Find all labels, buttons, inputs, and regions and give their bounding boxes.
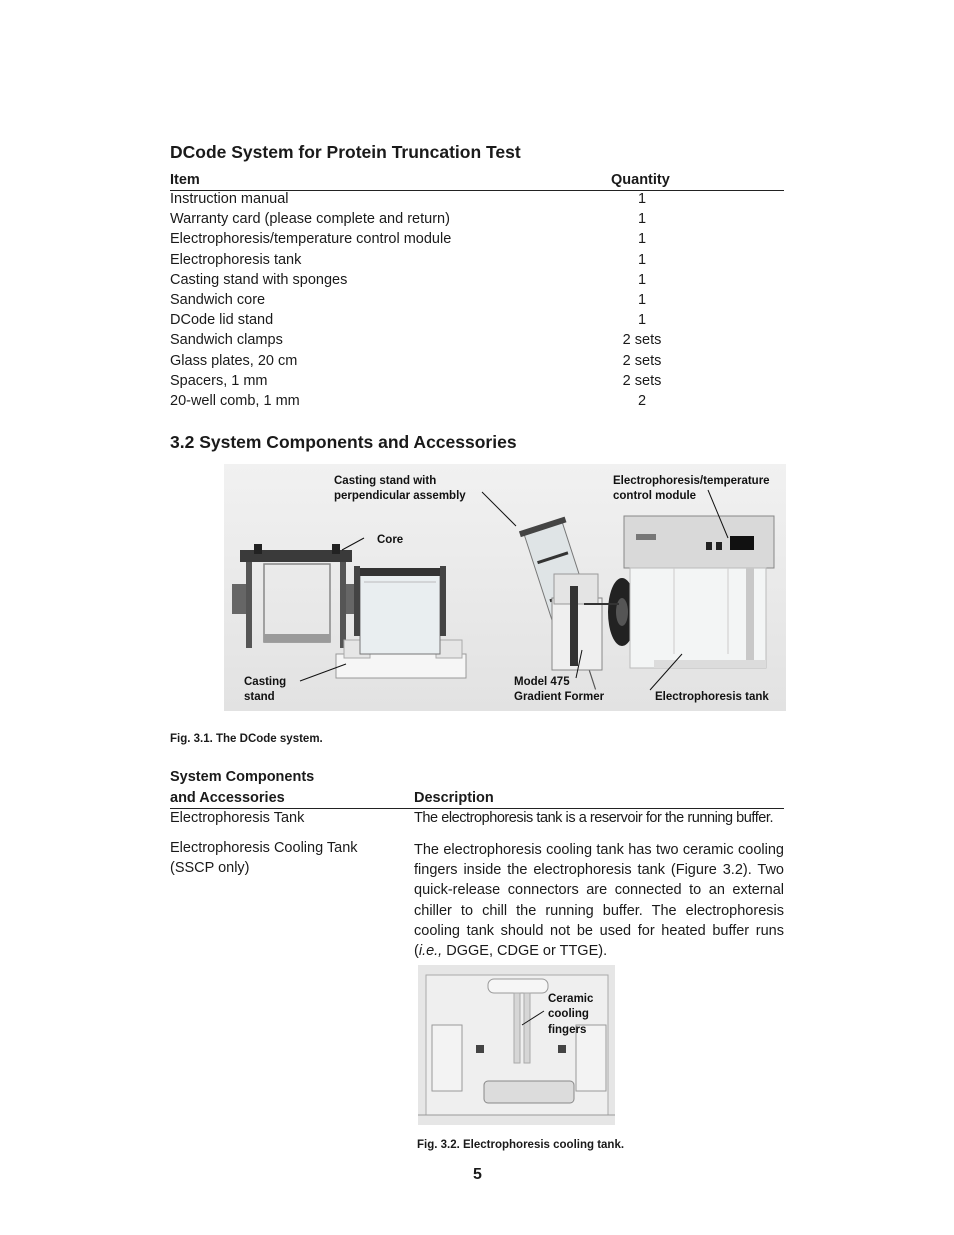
label-casting-stand-assembly-1: Casting stand with [334, 475, 437, 487]
table-row-item: Instruction manual [170, 191, 289, 207]
desc-italic: i.e., [418, 943, 443, 960]
label-control-module-2: control module [613, 490, 697, 502]
column-header-item: Item [170, 172, 200, 188]
desc-suffix: DGGE, CDGE or TTGE). [442, 943, 608, 960]
desc-line-last [414, 941, 784, 961]
component-name-cooling-tank-2: (SSCP only) [170, 860, 250, 876]
dcode-system-illustration [224, 464, 786, 711]
section-title-protein-truncation: DCode System for Protein Truncation Test [170, 142, 521, 162]
table-row-quantity: 1 [637, 271, 647, 288]
component-name-cooling-tank-1: Electrophoresis Cooling Tank [170, 840, 358, 856]
figure-dcode-system [224, 464, 786, 711]
table-row-item: Warranty card (please complete and return) [170, 211, 450, 228]
column-header-description: Description [414, 790, 494, 806]
control-module-illustration [624, 516, 774, 668]
table-row-quantity: 2 sets [622, 372, 662, 389]
table-row-item: Spacers, 1 mm [170, 372, 268, 389]
table-row-item: 20-well comb, 1 mm [170, 393, 300, 409]
component-desc-cooling-tank [414, 840, 784, 961]
table-row-quantity: 1 [637, 231, 647, 248]
table-row-item: Sandwich core [170, 292, 266, 308]
desc-line: The electrophoresis cooling tank has two ceramic cooling [414, 842, 784, 858]
desc-line: cooling tank should not be used for heated buffer runs [414, 922, 784, 939]
figure-cooling-tank [418, 965, 615, 1125]
table-row-quantity: 1 [637, 251, 647, 268]
figure-caption-dcode: Fig. 3.1. The DCode system. [170, 733, 323, 745]
label-fingers: fingers [548, 1024, 587, 1036]
table-row-quantity: 2 [637, 393, 647, 409]
section-title-components: 3.2 System Components and Accessories [170, 432, 517, 452]
table-row-quantity: 2 sets [622, 332, 662, 349]
table-row-item: Electrophoresis tank [170, 251, 302, 268]
column-header-components-1: System Components [170, 769, 315, 785]
component-name-tank: Electrophoresis Tank [170, 810, 305, 826]
label-casting-stand-2: stand [244, 691, 275, 703]
label-ceramic: Ceramic [548, 993, 594, 1005]
label-gradient-former-2: Gradient Former [514, 691, 605, 703]
table-row-quantity: 1 [637, 292, 647, 308]
cooling-tank-illustration [418, 965, 615, 1125]
table-row-quantity: 1 [637, 312, 647, 329]
table-row-item: Casting stand with sponges [170, 271, 348, 288]
desc-line: chiller to chill the running buffer. The electrophoresis [414, 902, 784, 919]
label-cooling: cooling [548, 1008, 589, 1020]
table-row-item: DCode lid stand [170, 312, 274, 329]
label-electrophoresis-tank: Electrophoresis tank [655, 691, 769, 703]
desc-line: quick-release connectors are connected to an external [414, 882, 784, 899]
label-gradient-former-1: Model 475 [514, 676, 570, 688]
label-control-module-1: Electrophoresis/temperature [613, 475, 770, 487]
label-core: Core [377, 534, 404, 546]
table-row-item: Glass plates, 20 cm [170, 352, 298, 369]
figure-caption-cooling-tank: Fig. 3.2. Electrophoresis cooling tank. [417, 1139, 625, 1151]
components-header-rule [170, 808, 784, 809]
table-row-item: Sandwich clamps [170, 332, 283, 349]
table-row-item: Electrophoresis/temperature control module [170, 231, 452, 248]
desc-line: fingers inside the electrophoresis tank (Figure 3.2). Two [414, 862, 784, 879]
label-casting-stand-1: Casting [244, 676, 287, 688]
column-header-components-2: and Accessories [170, 790, 285, 806]
table-row-quantity: 1 [637, 191, 647, 207]
component-desc-tank: The electrophoresis tank is a reservoir for the running buffer. [414, 810, 774, 826]
table-row-quantity: 1 [637, 211, 647, 228]
table-row-quantity: 2 sets [622, 352, 662, 369]
desc-paren-open: ( [414, 943, 419, 960]
column-header-quantity: Quantity [611, 172, 670, 188]
page-number: 5 [473, 1166, 482, 1183]
label-casting-stand-assembly-2: perpendicular assembly [334, 490, 466, 502]
